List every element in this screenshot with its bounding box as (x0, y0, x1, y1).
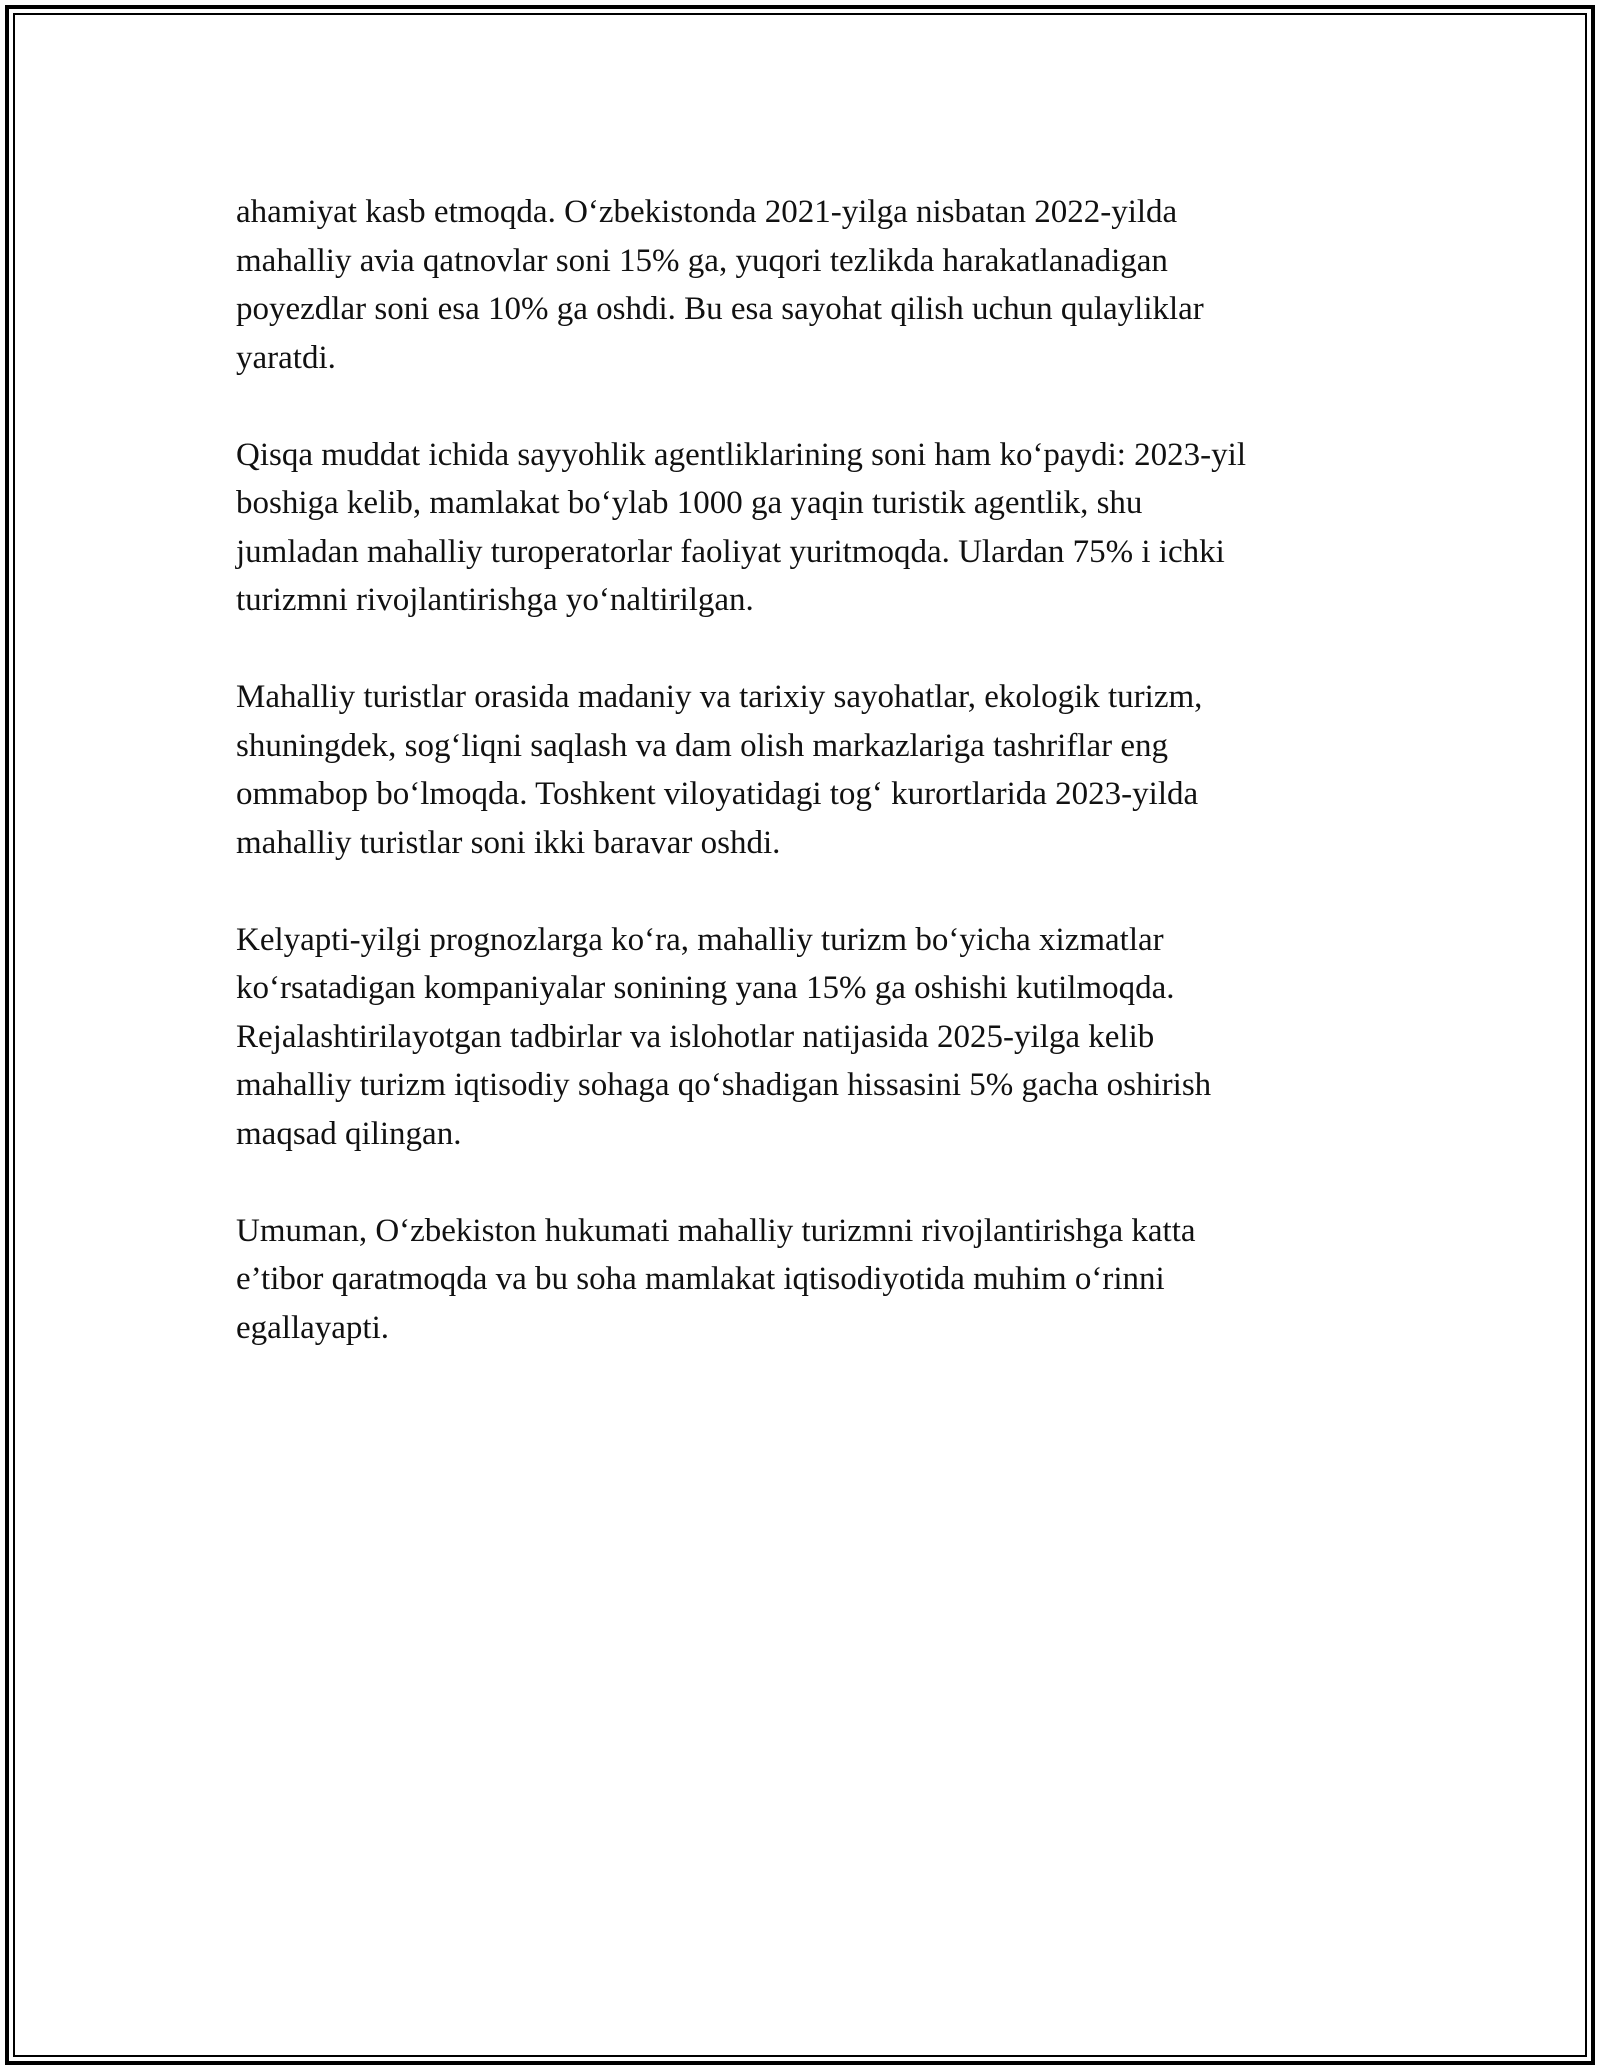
paragraph-5: Umuman, O‘zbekiston hukumati mahalliy turizmni rivojlantirishga katta e’tibor qaratmoqda va bu soha mamlakat iqtisodiyotida muhim o‘rinni egallayapti. (236, 1212, 1196, 1346)
paragraph-1: ahamiyat kasb etmoqda. O‘zbekistonda 2021-yilga nisbatan 2022-yilda mahalliy avia qatnovlar soni 15% ga, yuqori tezlikda harakatlanadigan poyezdlar soni esa 10% ga oshdi. Bu esa sayohat qilish uchun qulayliklar yaratdi. (236, 194, 1204, 376)
paragraph-3: Mahalliy turistlar orasida madaniy va tarixiy sayohatlar, ekologik turizm, shuningdek, sog‘liqni saqlash va dam olish markazlariga tashriflar eng ommabop bo‘lmoqda. Toshkent viloyatidagi tog‘ kurortlarida 2023-yilda mahalliy turistlar soni ikki baravar oshdi. (236, 679, 1203, 861)
document-body (236, 188, 1396, 1401)
paragraph-4: Kelyapti-yilgi prognozlarga ko‘ra, mahalliy turizm bo‘yicha xizmatlar ko‘rsatadigan kompaniyalar sonining yana 15% ga oshishi kutilmoqda. Rejalashtirilayotgan tadbirlar va islohotlar natijasida 2025-yilga kelib mahalliy turizm iqtisodiy sohaga qo‘shadigan hissasini 5% gacha oshirish maqsad qilingan. (236, 921, 1212, 1152)
paragraph-2: Qisqa muddat ichida sayyohlik agentliklarining soni ham ko‘paydi: 2023-yil boshiga kelib, mamlakat bo‘ylab 1000 ga yaqin turistik agentlik, shu jumladan mahalliy turoperatorlar faoliyat yuritmoqda. Ulardan 75% i ichki turizmni rivojlantirishga yo‘naltirilgan. (236, 436, 1246, 618)
